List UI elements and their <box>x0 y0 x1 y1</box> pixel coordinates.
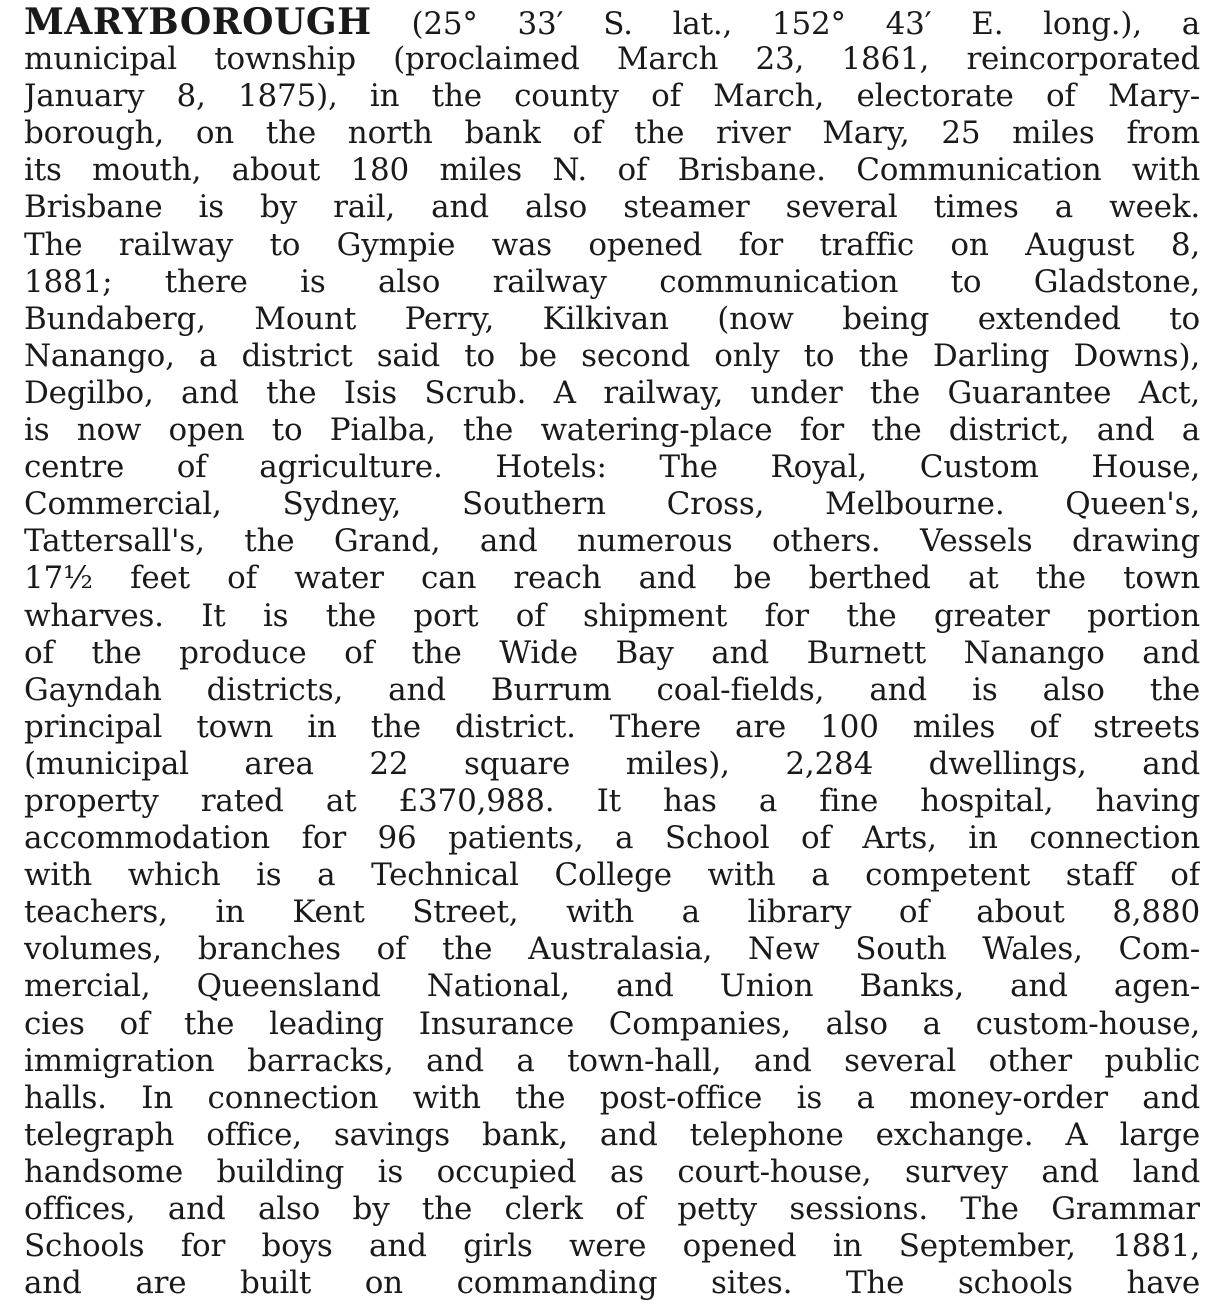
text-line: Tattersall's, the Grand, and numerous others. Vessels drawing <box>24 523 1200 560</box>
coordinates-text: (25° 33′ S. lat., 152° 43′ E. long.), a <box>411 6 1200 42</box>
text-line: handsome building is occupied as court-house, survey and land <box>24 1153 1200 1190</box>
text-line: principal town in the district. There are 100 miles of streets <box>24 708 1200 745</box>
text-line: accommodation for 96 patients, a School of Arts, in connection <box>24 820 1200 857</box>
text-line: property rated at £370,988. It has a fine hospital, having <box>24 782 1200 819</box>
text-line: Degilbo, and the Isis Scrub. A railway, under the Guarantee Act, <box>24 374 1200 411</box>
text-line: (municipal area 22 square miles), 2,284 dwellings, and <box>24 745 1200 782</box>
text-line: cies of the leading Insurance Companies, also a custom-house, <box>24 1005 1200 1042</box>
text-line: its mouth, about 180 miles N. of Brisbane. Communication with <box>24 152 1200 189</box>
document-page <box>24 4 1200 1304</box>
text-line: Nanango, a district said to be second only to the Darling Downs), <box>24 337 1200 374</box>
text-line: borough, on the north bank of the river Mary, 25 miles from <box>24 115 1200 152</box>
text-line: telegraph office, savings bank, and telephone exchange. A large <box>24 1116 1200 1153</box>
text-line: halls. In connection with the post-office is a money-order and <box>24 1079 1200 1116</box>
text-line: of the produce of the Wide Bay and Burnett Nanango and <box>24 634 1200 671</box>
text-line: centre of agriculture. Hotels: The Royal, Custom House, <box>24 449 1200 486</box>
gazetteer-entry <box>24 4 1200 1302</box>
text-line: offices, and also by the clerk of petty sessions. The Grammar <box>24 1191 1200 1227</box>
text-line: and are built on commanding sites. The schools have <box>24 1265 1200 1302</box>
text-line: with which is a Technical College with a competent staff of <box>24 857 1200 894</box>
text-line: mercial, Queensland National, and Union Banks, and agen- <box>24 968 1200 1005</box>
text-line: is now open to Pialba, the watering-place for the district, and a <box>24 412 1200 449</box>
text-line: Schools for boys and girls were opened in September, 1881, <box>24 1228 1200 1265</box>
text-line: 17½ feet of water can reach and be berthed at the town <box>24 560 1200 597</box>
text-line: Commercial, Sydney, Southern Cross, Melbourne. Queen's, <box>24 486 1200 523</box>
text-line: municipal township (proclaimed March 23, 1861, reincorporated <box>24 41 1200 78</box>
text-line-1 <box>24 4 1200 41</box>
text-line: immigration barracks, and a town-hall, and several other public <box>24 1042 1200 1079</box>
text-line: The railway to Gympie was opened for traffic on August 8, <box>24 226 1200 263</box>
text-line: teachers, in Kent Street, with a library of about 8,880 <box>24 894 1200 931</box>
text-line: Gayndah districts, and Burrum coal-fields, and is also the <box>24 671 1200 708</box>
text-line: January 8, 1875), in the county of March, electorate of Mary- <box>24 78 1200 115</box>
text-line: 1881; there is also railway communication to Gladstone, <box>24 263 1200 300</box>
text-line: Bundaberg, Mount Perry, Kilkivan (now being extended to <box>24 300 1200 337</box>
text-line: volumes, branches of the Australasia, New South Wales, Com- <box>24 931 1200 968</box>
text-line: wharves. It is the port of shipment for the greater portion <box>24 597 1200 634</box>
text-line: Brisbane is by rail, and also steamer several times a week. <box>24 189 1200 226</box>
headword: MARYBOROUGH <box>24 4 372 43</box>
